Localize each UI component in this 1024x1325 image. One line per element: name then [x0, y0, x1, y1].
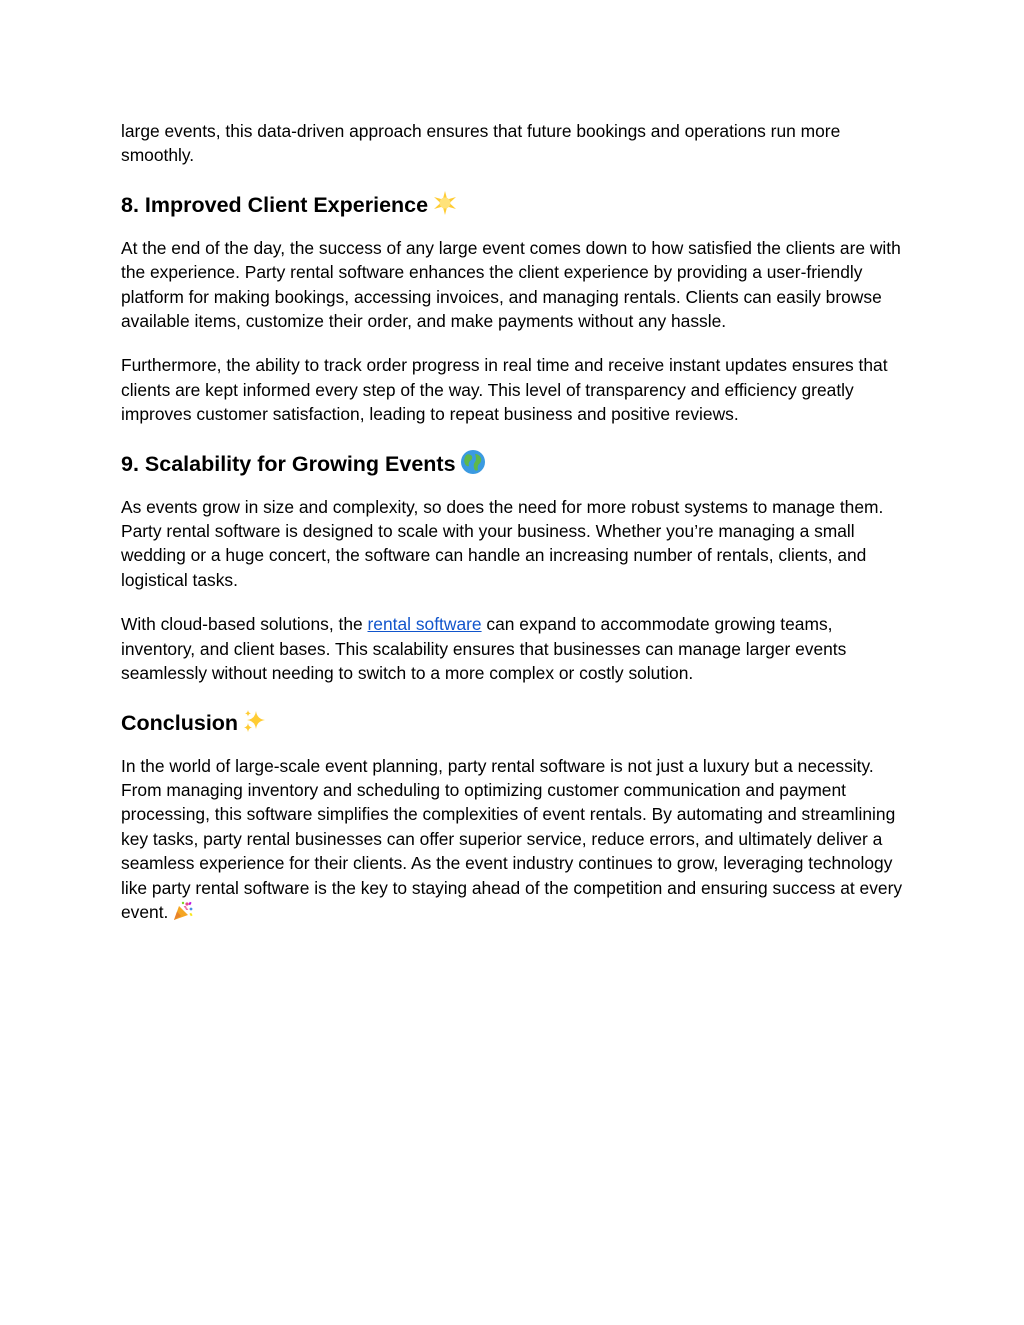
document-page — [121, 119, 911, 924]
section-9-heading — [121, 449, 911, 478]
section-9-paragraph-2-end: can expand to accommodate growing teams, inventory, and client bases. This scalability ensures that businesses can manage larger events seamlessly without needing to switch to a more complex or costly solution. — [121, 614, 847, 684]
party-popper-icon — [172, 900, 194, 922]
section-9-paragraph-2 — [121, 612, 911, 685]
section-8-paragraph-2: Furthermore, the ability to track order progress in real time and receive instant updates ensures that clients are kept informed every step of the way. This level of transparency and efficiency greatly improves customer satisfaction, leading to repeat business and positive reviews. — [121, 355, 888, 425]
section-9-paragraph-1: As events grow in size and complexity, so does the need for more robust systems to manage them. Party rental software is designed to scale with your business. Whether you’re managing a small wedding or a huge concert, the software can handle an increasing number of rentals, clients, and logistical tasks. — [121, 496, 884, 590]
section-9-paragraph-2-start: With cloud-based solutions, the — [121, 614, 368, 635]
conclusion-paragraph-text: In the world of large-scale event planning, party rental software is not just a luxury but a necessity. From managing inventory and scheduling to optimizing customer communication and payment processing, this software simplifies the complexities of event rentals. By automating and streamlining key tasks, party rental businesses can offer superior service, reduce errors, and ultimately deliver a seamless experience for their clients. As the event industry continues to grow, leveraging technology like party rental software is the key to staying ahead of the competition and ensuring success at every event. — [121, 755, 903, 922]
section-9-heading-text: 9. Scalability for Growing Events — [121, 451, 456, 476]
sparkles-icon — [242, 708, 268, 734]
conclusion-heading-text: Conclusion — [121, 710, 239, 735]
section-8-paragraph-1: At the end of the day, the success of any large event comes down to how satisfied the clients are with the experience. Party rental software enhances the client experience by providing a user-friendly platform for making bookings, accessing invoices, and managing rentals. Clients can easily browse available items, customize their order, and make payments without any hassle. — [121, 237, 901, 332]
conclusion-heading — [121, 708, 911, 737]
rental-software-link[interactable]: rental software — [367, 614, 482, 635]
intro-paragraph: large events, this data-driven approach ensures that future bookings and operations run more smoothly. — [121, 121, 841, 166]
section-8-heading — [121, 190, 911, 219]
conclusion-paragraph — [121, 754, 911, 925]
glowing-star-icon — [432, 190, 458, 216]
globe-icon — [460, 449, 486, 475]
section-8-heading-text: 8. Improved Client Experience — [121, 192, 429, 217]
